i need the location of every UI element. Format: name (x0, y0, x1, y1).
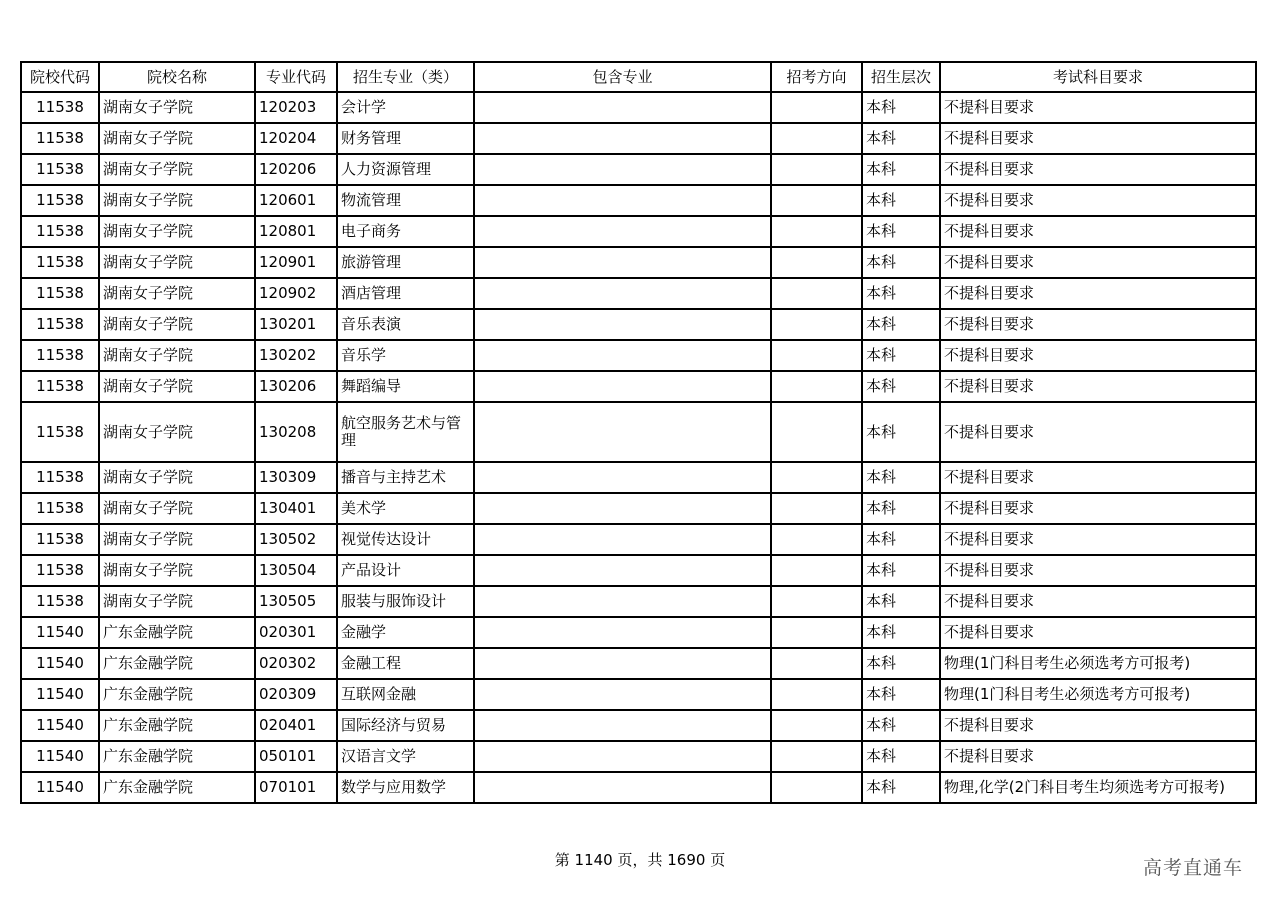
cell-school-name: 湖南女子学院 (99, 278, 255, 309)
watermark: 高考直通车 (1143, 857, 1244, 879)
cell-major: 酒店管理 (337, 278, 474, 309)
cell-included-majors (474, 247, 771, 278)
cell-school-code: 11540 (21, 648, 99, 679)
cell-major: 数学与应用数学 (337, 772, 474, 803)
cell-included-majors (474, 772, 771, 803)
cell-major-code: 020302 (255, 648, 337, 679)
cell-major-code: 020401 (255, 710, 337, 741)
cell-level: 本科 (862, 278, 940, 309)
cell-subject-requirements: 不提科目要求 (940, 402, 1256, 462)
cell-subject-requirements: 不提科目要求 (940, 154, 1256, 185)
cell-direction (771, 710, 862, 741)
cell-included-majors (474, 586, 771, 617)
cell-direction (771, 92, 862, 123)
table-row (21, 772, 1256, 803)
header-level: 招生层次 (862, 62, 940, 92)
cell-major-code: 050101 (255, 741, 337, 772)
cell-school-code: 11538 (21, 247, 99, 278)
cell-subject-requirements: 不提科目要求 (940, 278, 1256, 309)
header-major-code: 专业代码 (255, 62, 337, 92)
cell-major-code: 120901 (255, 247, 337, 278)
cell-school-code: 11540 (21, 679, 99, 710)
header-school-code: 院校代码 (21, 62, 99, 92)
cell-direction (771, 462, 862, 493)
cell-major: 音乐表演 (337, 309, 474, 340)
cell-subject-requirements: 不提科目要求 (940, 247, 1256, 278)
cell-level: 本科 (862, 216, 940, 247)
cell-major-code: 130201 (255, 309, 337, 340)
cell-major-code: 120203 (255, 92, 337, 123)
table-row (21, 524, 1256, 555)
cell-included-majors (474, 402, 771, 462)
cell-level: 本科 (862, 493, 940, 524)
cell-school-name: 湖南女子学院 (99, 154, 255, 185)
cell-direction (771, 648, 862, 679)
table-row (21, 371, 1256, 402)
cell-level: 本科 (862, 648, 940, 679)
table-header-row (21, 62, 1256, 92)
cell-level: 本科 (862, 340, 940, 371)
cell-major-code: 130206 (255, 371, 337, 402)
cell-subject-requirements: 物理,化学(2门科目考生均须选考方可报考) (940, 772, 1256, 803)
cell-level: 本科 (862, 586, 940, 617)
table-row (21, 216, 1256, 247)
cell-school-name: 广东金融学院 (99, 710, 255, 741)
table-row (21, 309, 1256, 340)
cell-school-name: 湖南女子学院 (99, 462, 255, 493)
cell-included-majors (474, 648, 771, 679)
cell-school-code: 11538 (21, 586, 99, 617)
cell-school-code: 11540 (21, 710, 99, 741)
table-row (21, 617, 1256, 648)
cell-level: 本科 (862, 402, 940, 462)
cell-school-code: 11538 (21, 278, 99, 309)
cell-school-code: 11538 (21, 340, 99, 371)
cell-major: 财务管理 (337, 123, 474, 154)
cell-included-majors (474, 493, 771, 524)
cell-included-majors (474, 154, 771, 185)
table-row (21, 493, 1256, 524)
cell-school-name: 湖南女子学院 (99, 371, 255, 402)
cell-included-majors (474, 462, 771, 493)
cell-subject-requirements: 不提科目要求 (940, 586, 1256, 617)
cell-subject-requirements: 不提科目要求 (940, 524, 1256, 555)
cell-subject-requirements: 不提科目要求 (940, 340, 1256, 371)
cell-school-name: 湖南女子学院 (99, 123, 255, 154)
cell-included-majors (474, 617, 771, 648)
cell-school-code: 11538 (21, 123, 99, 154)
table-row (21, 586, 1256, 617)
cell-major: 电子商务 (337, 216, 474, 247)
cell-school-code: 11538 (21, 154, 99, 185)
cell-direction (771, 772, 862, 803)
cell-level: 本科 (862, 309, 940, 340)
cell-direction (771, 154, 862, 185)
cell-major: 会计学 (337, 92, 474, 123)
cell-major-code: 120902 (255, 278, 337, 309)
cell-school-name: 广东金融学院 (99, 772, 255, 803)
header-subject-requirements: 考试科目要求 (940, 62, 1256, 92)
cell-school-code: 11538 (21, 462, 99, 493)
cell-major: 产品设计 (337, 555, 474, 586)
cell-major: 美术学 (337, 493, 474, 524)
cell-major: 物流管理 (337, 185, 474, 216)
cell-subject-requirements: 不提科目要求 (940, 462, 1256, 493)
cell-school-name: 湖南女子学院 (99, 586, 255, 617)
admissions-table (20, 61, 1257, 804)
cell-major: 金融学 (337, 617, 474, 648)
cell-included-majors (474, 92, 771, 123)
table-row (21, 402, 1256, 462)
cell-major: 视觉传达设计 (337, 524, 474, 555)
cell-level: 本科 (862, 123, 940, 154)
cell-level: 本科 (862, 154, 940, 185)
cell-included-majors (474, 185, 771, 216)
cell-level: 本科 (862, 741, 940, 772)
cell-major-code: 130505 (255, 586, 337, 617)
cell-school-code: 11538 (21, 402, 99, 462)
cell-major-code: 020301 (255, 617, 337, 648)
cell-direction (771, 123, 862, 154)
cell-school-code: 11538 (21, 371, 99, 402)
cell-school-name: 广东金融学院 (99, 648, 255, 679)
table-body (21, 92, 1256, 803)
cell-direction (771, 247, 862, 278)
cell-school-code: 11540 (21, 772, 99, 803)
cell-school-code: 11538 (21, 524, 99, 555)
table-row (21, 123, 1256, 154)
table-row (21, 679, 1256, 710)
cell-subject-requirements: 不提科目要求 (940, 185, 1256, 216)
cell-included-majors (474, 371, 771, 402)
cell-major-code: 020309 (255, 679, 337, 710)
cell-school-name: 湖南女子学院 (99, 340, 255, 371)
cell-level: 本科 (862, 185, 940, 216)
cell-direction (771, 555, 862, 586)
cell-subject-requirements: 不提科目要求 (940, 617, 1256, 648)
cell-subject-requirements: 物理(1门科目考生必须选考方可报考) (940, 648, 1256, 679)
cell-direction (771, 493, 862, 524)
cell-major-code: 130504 (255, 555, 337, 586)
cell-direction (771, 679, 862, 710)
cell-included-majors (474, 216, 771, 247)
cell-direction (771, 371, 862, 402)
cell-major: 舞蹈编导 (337, 371, 474, 402)
cell-included-majors (474, 679, 771, 710)
cell-major: 播音与主持艺术 (337, 462, 474, 493)
cell-subject-requirements: 不提科目要求 (940, 555, 1256, 586)
cell-major-code: 120801 (255, 216, 337, 247)
cell-major-code: 070101 (255, 772, 337, 803)
cell-direction (771, 586, 862, 617)
cell-major: 人力资源管理 (337, 154, 474, 185)
cell-level: 本科 (862, 679, 940, 710)
cell-major: 互联网金融 (337, 679, 474, 710)
page-number: 第 1140 页，共 1690 页 (554, 851, 726, 869)
cell-major-code: 130309 (255, 462, 337, 493)
cell-level: 本科 (862, 772, 940, 803)
cell-school-code: 11540 (21, 741, 99, 772)
cell-major-code: 130401 (255, 493, 337, 524)
cell-level: 本科 (862, 524, 940, 555)
header-school-name: 院校名称 (99, 62, 255, 92)
cell-school-name: 湖南女子学院 (99, 493, 255, 524)
cell-major: 金融工程 (337, 648, 474, 679)
cell-included-majors (474, 741, 771, 772)
cell-direction (771, 278, 862, 309)
table-row (21, 340, 1256, 371)
cell-school-code: 11538 (21, 216, 99, 247)
cell-school-code: 11538 (21, 309, 99, 340)
table-row (21, 648, 1256, 679)
cell-school-name: 湖南女子学院 (99, 555, 255, 586)
cell-school-code: 11538 (21, 185, 99, 216)
cell-included-majors (474, 524, 771, 555)
cell-level: 本科 (862, 247, 940, 278)
cell-included-majors (474, 555, 771, 586)
cell-level: 本科 (862, 462, 940, 493)
cell-school-name: 湖南女子学院 (99, 185, 255, 216)
cell-subject-requirements: 不提科目要求 (940, 741, 1256, 772)
cell-school-name: 湖南女子学院 (99, 524, 255, 555)
cell-major-code: 130202 (255, 340, 337, 371)
cell-subject-requirements: 不提科目要求 (940, 710, 1256, 741)
table-row (21, 462, 1256, 493)
cell-major: 汉语言文学 (337, 741, 474, 772)
cell-school-name: 湖南女子学院 (99, 402, 255, 462)
cell-subject-requirements: 物理(1门科目考生必须选考方可报考) (940, 679, 1256, 710)
cell-subject-requirements: 不提科目要求 (940, 123, 1256, 154)
table-row (21, 555, 1256, 586)
cell-school-code: 11538 (21, 92, 99, 123)
cell-school-code: 11538 (21, 555, 99, 586)
cell-direction (771, 524, 862, 555)
cell-level: 本科 (862, 710, 940, 741)
cell-major: 服装与服饰设计 (337, 586, 474, 617)
cell-level: 本科 (862, 555, 940, 586)
cell-major-code: 120601 (255, 185, 337, 216)
cell-included-majors (474, 340, 771, 371)
cell-included-majors (474, 278, 771, 309)
cell-school-name: 湖南女子学院 (99, 247, 255, 278)
header-direction: 招考方向 (771, 62, 862, 92)
table-row (21, 185, 1256, 216)
cell-school-name: 广东金融学院 (99, 741, 255, 772)
cell-included-majors (474, 123, 771, 154)
cell-subject-requirements: 不提科目要求 (940, 371, 1256, 402)
table-row (21, 92, 1256, 123)
cell-major: 航空服务艺术与管理 (337, 402, 474, 462)
cell-major: 旅游管理 (337, 247, 474, 278)
cell-level: 本科 (862, 371, 940, 402)
cell-school-name: 湖南女子学院 (99, 309, 255, 340)
cell-level: 本科 (862, 617, 940, 648)
cell-school-name: 广东金融学院 (99, 617, 255, 648)
cell-direction (771, 741, 862, 772)
cell-direction (771, 402, 862, 462)
table-row (21, 710, 1256, 741)
cell-school-code: 11538 (21, 493, 99, 524)
cell-direction (771, 185, 862, 216)
cell-direction (771, 340, 862, 371)
cell-major-code: 130502 (255, 524, 337, 555)
cell-major-code: 120206 (255, 154, 337, 185)
header-included-majors: 包含专业 (474, 62, 771, 92)
cell-school-code: 11540 (21, 617, 99, 648)
cell-direction (771, 309, 862, 340)
table-row (21, 278, 1256, 309)
cell-major: 音乐学 (337, 340, 474, 371)
cell-included-majors (474, 309, 771, 340)
cell-major-code: 120204 (255, 123, 337, 154)
page-footer (0, 849, 1280, 870)
cell-level: 本科 (862, 92, 940, 123)
cell-major-code: 130208 (255, 402, 337, 462)
cell-included-majors (474, 710, 771, 741)
table-row (21, 154, 1256, 185)
cell-subject-requirements: 不提科目要求 (940, 309, 1256, 340)
header-major: 招生专业（类） (337, 62, 474, 92)
cell-direction (771, 216, 862, 247)
cell-subject-requirements: 不提科目要求 (940, 493, 1256, 524)
cell-school-name: 湖南女子学院 (99, 92, 255, 123)
cell-subject-requirements: 不提科目要求 (940, 216, 1256, 247)
cell-school-name: 广东金融学院 (99, 679, 255, 710)
table-row (21, 247, 1256, 278)
cell-major: 国际经济与贸易 (337, 710, 474, 741)
cell-school-name: 湖南女子学院 (99, 216, 255, 247)
cell-direction (771, 617, 862, 648)
table-row (21, 741, 1256, 772)
cell-subject-requirements: 不提科目要求 (940, 92, 1256, 123)
